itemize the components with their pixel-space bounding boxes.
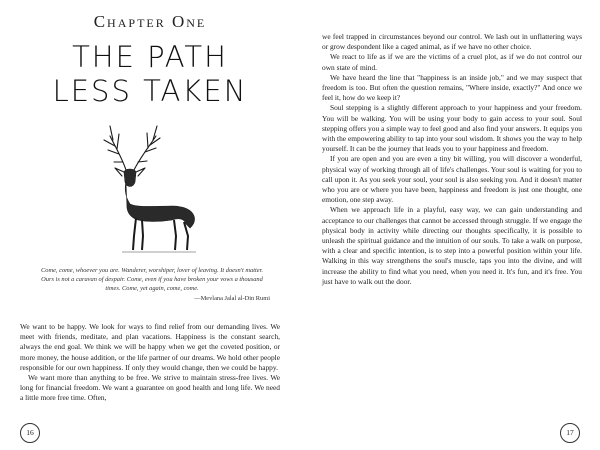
paragraph: We have heard the line that "happiness is an inside job," and we may suspect that freedom is too. But often the question remains, "Where inside, exactly?" And once we feel it, how do we keep it?: [322, 72, 582, 103]
paragraph: we feel trapped in circumstances beyond our control. We lash out in unflattering ways or grow despondent like a caged animal, as if we have no other choice.: [322, 32, 582, 52]
stag-illustration: [86, 118, 216, 258]
chapter-title-line-1: THE PATH: [72, 40, 228, 74]
paragraph: When we approach life in a playful, easy way, we can gain understanding and acceptance to our challenges that cannot be accessed through struggle. If we engage the physical body in activity while directing our thoughts specifically, it is possible to unleash the spiritual guidance and the intuition of our souls. To take a walk on purpose, with a clear and specific intention, is to step into a powerful position within your life. Walking in this way strengthens the soul's muscle, taps you into the divine, and will increase the ability to find what you need, when you need it. It's fun, and it's free. You just have to walk out the door.: [322, 205, 582, 286]
chapter-title: [30, 40, 270, 108]
epigraph-quote: Come, come, whoever you are. Wanderer, worshiper, lover of leaving. It doesn't matter. Ours is not a caravan of despair. Come, even if you have broken your vows a thousand times. Come, yet again, come, come.: [41, 267, 263, 292]
right-page: [300, 0, 600, 450]
paragraph: We react to life as if we are the victims of a cruel plot, as if we do not control our own state of mind.: [322, 52, 582, 72]
left-body-text: [20, 322, 280, 404]
epigraph-attribution: —Mevlana Jalal al-Din Rumi: [194, 295, 270, 302]
paragraph: We want to be happy. We look for ways to find relief from our demanding lives. We meet with friends, meditate, and plan vacations. Happiness is the constant search, always the end goal. We think we will be happy when we get the coveted position, or more money, the house addition, or the life partner of our dreams. We hold other people responsible for our own happiness. If only they would change, then we could be happy.: [20, 322, 280, 372]
page-number: 16: [20, 423, 40, 443]
paragraph: If you are open and you are even a tiny bit willing, you will discover a wonderful, physical way of working through all of life's challenges. Your soul is waiting for you to call upon it. As you seek your soul, your soul is also seeking you. And it doesn't matter who you are or where you have been, happiness and freedom is just one thought, one emotion, one step away.: [322, 154, 582, 205]
chapter-title-line-2: LESS TAKEN: [52, 74, 248, 108]
page-number: 17: [560, 423, 580, 443]
right-body-text: [322, 32, 582, 287]
stag-icon: [86, 118, 216, 258]
chapter-label: Chapter One: [93, 12, 207, 31]
paragraph: We want more than anything to be free. We strive to maintain stress-free lives. We long for financial freedom. We want a guarantee on good health and long life. We need a little more free time. Often,: [20, 373, 280, 403]
paragraph: Soul stepping is a slightly different approach to your happiness and your freedom. You will be walking. You will be using your body to gain access to your soul. Soul stepping offers you a simple way to feel good and also find your answers. It equips you with the empowering ability to tap into your soul wisdom. It shows you the way to help yourself. It can be the journey that leads you to your happiness and freedom.: [322, 103, 582, 154]
